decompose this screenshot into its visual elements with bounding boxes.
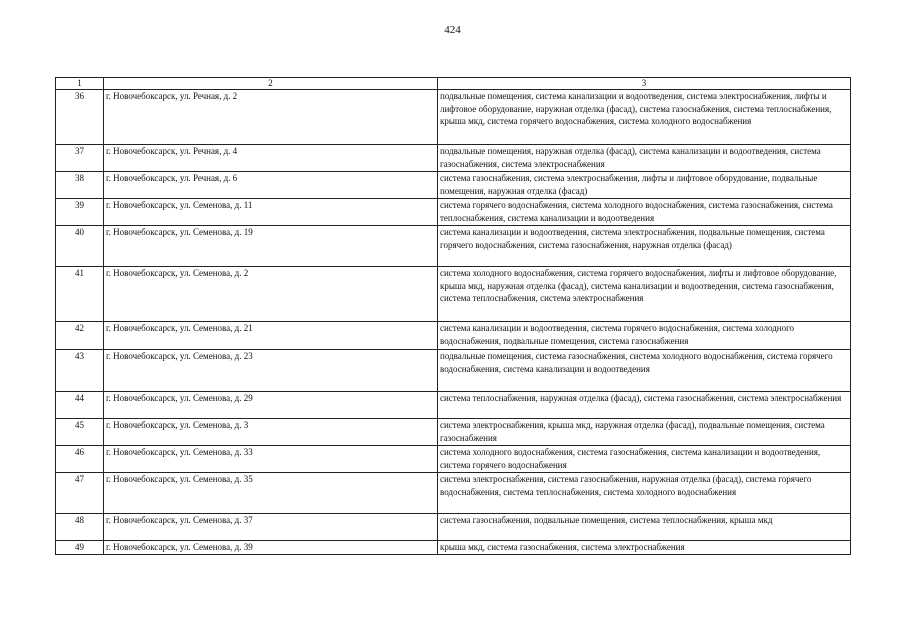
page-number: 424: [444, 24, 461, 36]
table-row: [56, 172, 851, 199]
row-number: 45: [56, 419, 104, 446]
row-address: г. Новочебоксарск, ул. Семенова, д. 23: [104, 350, 438, 392]
row-systems: система газоснабжения, подвальные помещения, система теплоснабжения, крыша мкд: [438, 514, 851, 541]
row-systems: система теплоснабжения, наружная отделка (фасад), система газоснабжения, система электроснабжения: [438, 392, 851, 419]
row-address: г. Новочебоксарск, ул. Семенова, д. 3: [104, 419, 438, 446]
table-row: [56, 226, 851, 267]
table-row: [56, 267, 851, 322]
column-header-number: 1: [56, 78, 104, 90]
row-number: 47: [56, 473, 104, 514]
row-number: 43: [56, 350, 104, 392]
row-systems: система горячего водоснабжения, система холодного водоснабжения, система газоснабжения, система теплоснабжения, система канализации и водоотведения: [438, 199, 851, 226]
table-row: [56, 199, 851, 226]
column-header-systems: 3: [438, 78, 851, 90]
row-number: 44: [56, 392, 104, 419]
row-systems: подвальные помещения, наружная отделка (фасад), система канализации и водоотведения, система газоснабжения, система электроснабжения: [438, 145, 851, 172]
row-address: г. Новочебоксарск, ул. Семенова, д. 2: [104, 267, 438, 322]
row-address: г. Новочебоксарск, ул. Семенова, д. 11: [104, 199, 438, 226]
housing-systems-table: [55, 77, 851, 555]
table-row: [56, 473, 851, 514]
row-systems: подвальные помещения, система газоснабжения, система холодного водоснабжения, система горячего водоснабжения, система канализации и водоотведения: [438, 350, 851, 392]
row-address: г. Новочебоксарск, ул. Семенова, д. 29: [104, 392, 438, 419]
row-systems: система газоснабжения, система электроснабжения, лифты и лифтовое оборудование, подвальные помещения, наружная отделка (фасад): [438, 172, 851, 199]
row-address: г. Новочебоксарск, ул. Речная, д. 4: [104, 145, 438, 172]
row-number: 42: [56, 322, 104, 350]
row-systems: система канализации и водоотведения, система электроснабжения, подвальные помещения, система горячего водоснабжения, система газоснабжения, наружная отделка (фасад): [438, 226, 851, 267]
row-address: г. Новочебоксарск, ул. Семенова, д. 35: [104, 473, 438, 514]
row-systems: система канализации и водоотведения, система горячего водоснабжения, система холодного водоснабжения, подвальные помещения, система газоснабжения: [438, 322, 851, 350]
row-systems: крыша мкд, система газоснабжения, система электроснабжения: [438, 541, 851, 555]
row-systems: система электроснабжения, крыша мкд, наружная отделка (фасад), подвальные помещения, система газоснабжения: [438, 419, 851, 446]
row-systems: система электроснабжения, система газоснабжения, наружная отделка (фасад), система горячего водоснабжения, система теплоснабжения, система холодного водоснабжения: [438, 473, 851, 514]
row-address: г. Новочебоксарск, ул. Семенова, д. 37: [104, 514, 438, 541]
row-address: г. Новочебоксарск, ул. Речная, д. 6: [104, 172, 438, 199]
row-systems: система холодного водоснабжения, система газоснабжения, система канализации и водоотведения, система горячего водоснабжения: [438, 446, 851, 473]
table-row: [56, 392, 851, 419]
row-number: 48: [56, 514, 104, 541]
table-row: [56, 322, 851, 350]
row-address: г. Новочебоксарск, ул. Семенова, д. 39: [104, 541, 438, 555]
row-address: г. Новочебоксарск, ул. Семенова, д. 19: [104, 226, 438, 267]
row-number: 39: [56, 199, 104, 226]
table-row: [56, 541, 851, 555]
table-row: [56, 419, 851, 446]
row-number: 36: [56, 90, 104, 145]
row-systems: система холодного водоснабжения, система горячего водоснабжения, лифты и лифтовое оборудование, крыша мкд, наружная отделка (фасад), система канализации и водоотведения, система газоснабжения, система теплоснабжения, система электроснабжения: [438, 267, 851, 322]
table-row: [56, 446, 851, 473]
table-row: [56, 90, 851, 145]
row-number: 49: [56, 541, 104, 555]
row-address: г. Новочебоксарск, ул. Семенова, д. 21: [104, 322, 438, 350]
row-number: 46: [56, 446, 104, 473]
table-row: [56, 145, 851, 172]
table-header-row: [56, 78, 851, 90]
row-number: 40: [56, 226, 104, 267]
row-systems: подвальные помещения, система канализации и водоотведения, система электроснабжения, лифты и лифтовое оборудование, наружная отделка (фасад), система газоснабжения, система теплоснабжения, крыша мкд, система горячего водоснабжения, система холодного водоснабжения: [438, 90, 851, 145]
row-number: 37: [56, 145, 104, 172]
row-address: г. Новочебоксарск, ул. Речная, д. 2: [104, 90, 438, 145]
column-header-address: 2: [104, 78, 438, 90]
row-address: г. Новочебоксарск, ул. Семенова, д. 33: [104, 446, 438, 473]
table-row: [56, 350, 851, 392]
row-number: 38: [56, 172, 104, 199]
table-row: [56, 514, 851, 541]
row-number: 41: [56, 267, 104, 322]
